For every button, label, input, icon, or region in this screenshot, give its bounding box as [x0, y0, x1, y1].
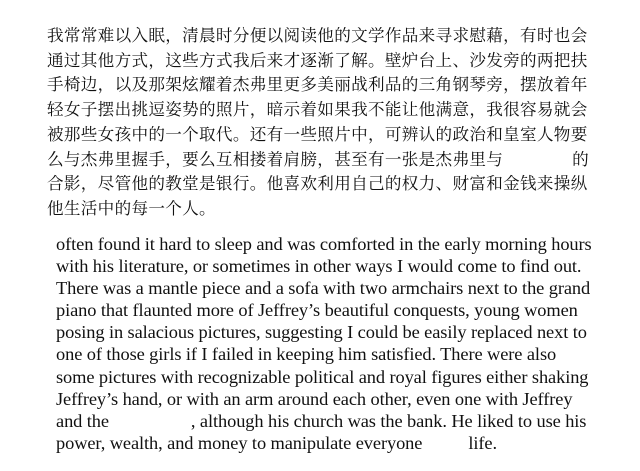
english-line: piano that flaunted more of Jeffrey’s beautiful conquests, young women	[56, 300, 578, 321]
english-line: some pictures with recognizable political and royal figures either shaking	[56, 366, 589, 387]
english-line-redacted	[56, 410, 616, 432]
chinese-line-tail: 的	[572, 149, 590, 169]
english-line-redacted	[56, 432, 616, 454]
chinese-line-redacted	[47, 148, 607, 173]
chinese-line: 我常常难以入眠，清晨时分便以阅读他的文学作品来寻求慰藉，有时也会	[47, 26, 588, 45]
english-line: There was a mantle piece and a sofa with two armchairs next to the grand	[56, 278, 591, 299]
english-line: one of those girls if I failed in keeping him satisfied. There were also	[56, 344, 557, 365]
english-line: often found it hard to sleep and was comforted in the early morning hours	[56, 234, 592, 254]
chinese-line-text: 么与杰弗里握手，要么互相搂着肩膀，甚至有一张是杰弗里与	[47, 149, 504, 169]
english-line-end: , although his church was the bank. He liked to use his	[190, 410, 587, 431]
english-line: posing in salacious pictures, suggesting I could be easily replaced next to	[56, 322, 587, 343]
chinese-line: 轻女子摆出挑逗姿势的照片，暗示着如果我不能让他满意，我很容易就会	[47, 100, 588, 120]
english-line: Jeffrey’s hand, or with an arm around each other, even one with Jeffrey	[56, 388, 573, 409]
chinese-line: 合影，尽管他的教堂是银行。他喜欢利用自己的权力、财富和金钱来操纵	[47, 174, 588, 194]
chinese-line: 被那些女孩中的一个取代。还有一些照片中，可辨认的政治和皇室人物要	[47, 124, 588, 144]
chinese-line: 手椅边，以及那架炫耀着杰弗里更多美丽战利品的三角钢琴旁，摆放着年	[47, 75, 588, 95]
chinese-paragraph	[47, 24, 607, 222]
english-line-start: and the	[56, 410, 109, 431]
english-paragraph	[56, 233, 616, 454]
english-line-start: power, wealth, and money to manipulate everyone	[56, 432, 423, 453]
english-line: with his literature, or sometimes in other ways I would come to find out.	[56, 256, 582, 277]
chinese-line: 通过其他方式，这些方式我后来才逐渐了解。壁炉台上、沙发旁的两把扶	[47, 50, 588, 70]
english-line-end: life.	[468, 432, 497, 453]
chinese-line: 他生活中的每一个人。	[47, 198, 216, 218]
